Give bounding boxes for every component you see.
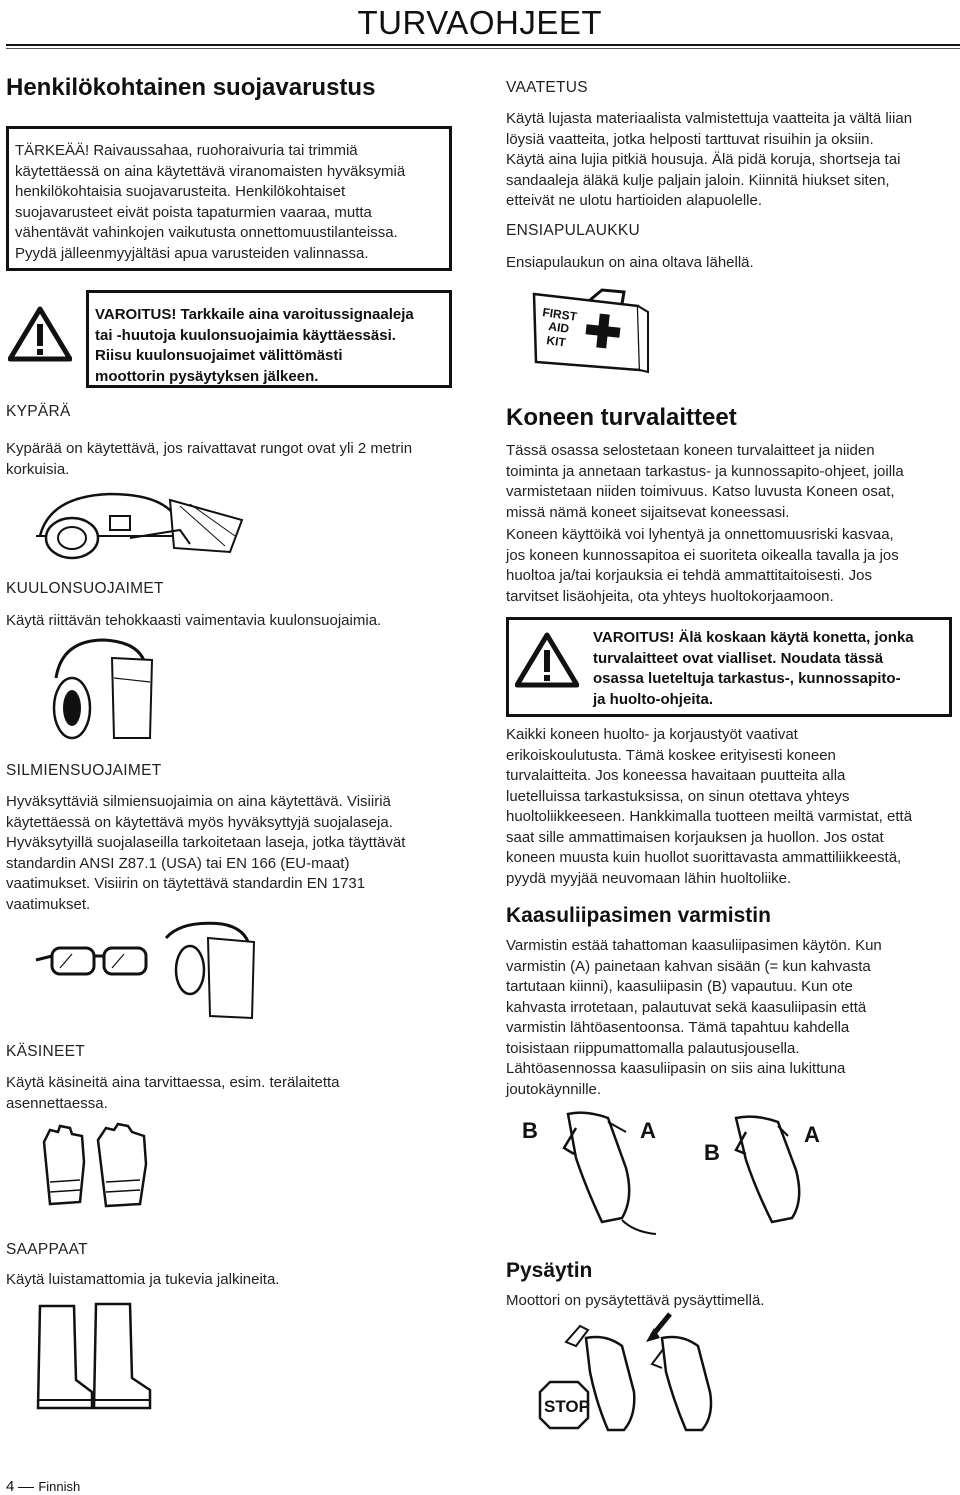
warning-line: tai -huutoja kuulonsuojaimia käyttäessäsi. <box>95 326 396 344</box>
text-line: Käytä riittävän tehokkaasti vaimentavia kuulonsuojaimia. <box>6 612 382 629</box>
warning-line: moottorin pysäytyksen jälkeen. <box>95 367 319 385</box>
warning-line: turvalaitteet ovat vialliset. Noudata tässä <box>593 649 884 667</box>
text-line: tartutaan kiinni), kaasuliipasin (B) vapautuu. Kun ote <box>506 978 853 995</box>
safety-devices-text-2 <box>506 525 899 607</box>
text-line: varmistin lähtöasentoonsa. Tämä tapahtuu kahdella <box>506 1019 850 1036</box>
important-line: henkilökohtaisia suojavarusteita. Henkilökohtaiset <box>15 183 346 200</box>
text-line: käytettäessä on käytettävä myös hyväksyttyjä suojalaseja. <box>6 813 393 831</box>
text-line: koneen muusta kuin huollot suorittavasta ammattiliikkeestä, <box>506 849 902 866</box>
text-line: vaatimukset. <box>6 895 91 913</box>
text-line: vaatimukset. Visiirin on täytettävä standardin EN 1731 <box>6 875 366 892</box>
text-line: jos koneen kunnossapitoa ei suoriteta oikealla tavalla ja jos <box>506 546 899 564</box>
subsection-title-gloves: KÄSINEET <box>6 1043 86 1060</box>
text-line: Käytä aina lujia pitkiä housuja. Älä pidä koruja, shortseja tai <box>506 151 901 168</box>
kit-label-first: FIRST <box>541 305 578 324</box>
text-line: Käytä käsineitä aina tarvittaessa, esim. terälaitetta <box>6 1074 340 1091</box>
warning-box-hearing <box>86 290 452 388</box>
text-line: Käytä luistamattomia ja tukevia jalkineita. <box>6 1271 280 1288</box>
warning-line: VAROITUS! Älä koskaan käytä konetta, jonka <box>593 629 914 646</box>
figure-label-a: A <box>640 1118 656 1143</box>
text-line: toiminta ja annetaan tarkastus- ja kunnossapito-ohjeet, joilla <box>506 462 904 480</box>
hearing-protector-illustration <box>42 638 162 748</box>
text-line: luetelluissa tarkastuksissa, on sinun otettava yhteys <box>506 787 850 805</box>
page-footer <box>6 1478 80 1495</box>
footer-language: Finnish <box>38 1479 81 1494</box>
kit-label-aid: AID <box>547 319 571 336</box>
text-line: etteivät ne ulotu hartioiden alapuolelle. <box>506 192 763 209</box>
text-line: varmistin (A) painetaan kahvan sisään (= kun kahvasta <box>506 957 871 975</box>
text-line: huoltoliikkeeseen. Hankkimalla tuotteen meiltä varmistat, että <box>506 808 913 825</box>
text-line: Ensiapulaukun on aina oltava lähellä. <box>506 254 754 271</box>
figure-label-b: B <box>522 1118 538 1143</box>
text-line: sandaaleja äläkä kulje paljain jaloin. Kiinnitä hiukset siten, <box>506 171 890 189</box>
text-line: korkuisia. <box>6 460 70 478</box>
text-line: pyydä myyjää neuvomaan lähin huoltoliike. <box>506 869 792 887</box>
text-line: erikoiskoulutusta. Tämä koskee erityisesti koneen <box>506 746 836 764</box>
boots-illustration <box>30 1300 160 1415</box>
warning-line: Riisu kuulonsuojaimet välittömästi <box>95 347 343 364</box>
text-line: Kaikki koneen huolto- ja korjaustyöt vaativat <box>506 726 798 743</box>
text-line: Hyväksytyillä suojalaseilla tarkoitetaan laseja, jotka täyttävät <box>6 834 406 851</box>
text-line: Käytä lujasta materiaalista valmistettuja vaatteita ja vältä liian <box>506 110 913 127</box>
section-heading-stop-switch: Pysäytin <box>506 1259 593 1282</box>
stop-switch-text <box>506 1291 764 1312</box>
text-line: Kypärää on käytettävä, jos raivattavat rungot ovat yli 2 metrin <box>6 440 413 457</box>
page-number: 4 <box>6 1478 15 1495</box>
text-line: Tässä osassa selostetaan koneen turvalaitteet ja niiden <box>506 442 875 459</box>
warning-triangle-icon <box>515 632 579 688</box>
page-header-title: TURVAOHJEET <box>357 4 602 41</box>
important-line: Pyydä jälleenmyyjältäsi apua varusteiden valinnassa. <box>15 244 369 262</box>
gloves-illustration <box>36 1122 156 1217</box>
text-line: varmistetaan niiden toimivuus. Katso luvusta Koneen osat, <box>506 483 895 500</box>
important-line: vähentävät vahinkojen vaikutusta onnettomuustilanteissa. <box>15 224 398 241</box>
header-rule <box>6 44 960 46</box>
boots-text <box>6 1270 279 1291</box>
warning-box-safety-devices <box>506 617 952 717</box>
subsection-title-hearing: KUULONSUOJAIMET <box>6 580 164 597</box>
clothing-text <box>506 109 912 212</box>
subsection-title-clothing: VAATETUS <box>506 79 588 96</box>
important-notice-box <box>6 126 452 271</box>
helmet-text <box>6 439 412 480</box>
text-line: tarvitset lisäohjeita, ota yhteys huoltokorjaamoon. <box>506 587 834 605</box>
throttle-lockout-text <box>506 936 882 1100</box>
text-line: joutokäynnille. <box>506 1080 602 1098</box>
subsection-title-eye: SILMIENSUOJAIMET <box>6 762 162 779</box>
first-aid-text <box>506 253 754 274</box>
section-heading-safety-devices: Koneen turvalaitteet <box>506 404 737 431</box>
warning-line: ja huolto-ohjeita. <box>593 690 713 708</box>
text-line: asennettaessa. <box>6 1094 108 1112</box>
throttle-lockout-illustration <box>516 1108 836 1238</box>
text-line: Hyväksyttäviä silmiensuojaimia on aina käytettävä. Visiiriä <box>6 793 391 810</box>
text-line: saat sille ammattimaisen korjauksen ja huollon. Jos ostat <box>506 828 884 846</box>
text-line: kahvasta irrotetaan, palautuvat sekä kaasuliipasin että <box>506 998 867 1016</box>
text-line: Koneen käyttöikä voi lyhentyä ja onnettomuusriski kasvaa, <box>506 526 894 543</box>
important-line: käytettäessä on aina käytettävä viranomaisten hyväksymiä <box>15 162 406 180</box>
important-line: suojavarusteet eivät poista tapaturmien vaaraa, mutta <box>15 203 372 221</box>
text-line: Varmistin estää tahattoman kaasuliipasimen käytön. Kun <box>506 937 882 954</box>
text-line: Lähtöasennossa kaasuliipasin on siis aina lukittuna <box>506 1060 846 1077</box>
warning-line: osassa lueteltuja tarkastus-, kunnossapito- <box>593 670 901 687</box>
helmet-illustration <box>30 486 250 566</box>
warning-line: VAROITUS! Tarkkaile aina varoitussignaaleja <box>95 306 414 323</box>
text-line: huoltoa ja/tai korjauksia ei tehdä ammattitaitoisesti. Jos <box>506 567 873 584</box>
text-line: toisistaan riippumattomalla palautusjousella. <box>506 1039 800 1057</box>
subsection-title-helmet: KYPÄRÄ <box>6 403 71 420</box>
stop-switch-illustration <box>526 1312 796 1442</box>
first-aid-kit-illustration <box>526 284 656 379</box>
section-heading-throttle-lockout: Kaasuliipasimen varmistin <box>506 904 771 927</box>
stop-sign-label: STOP <box>544 1397 590 1416</box>
text-line: turvalaitteita. Jos koneessa havaitaan puutteita alla <box>506 767 846 784</box>
gloves-text <box>6 1073 340 1114</box>
section-heading-personal-protection: Henkilökohtainen suojavarustus <box>6 74 376 101</box>
text-line: Moottori on pysäytettävä pysäyttimellä. <box>506 1292 765 1309</box>
subsection-title-boots: SAAPPAAT <box>6 1241 88 1258</box>
eye-protection-illustration <box>32 918 262 1028</box>
safety-devices-text-1 <box>506 441 904 523</box>
kit-label-kit: KIT <box>545 333 567 350</box>
safety-devices-text-3 <box>506 725 912 889</box>
hearing-text <box>6 611 381 632</box>
important-line: TÄRKEÄÄ! Raivaussahaa, ruohoraivuria tai trimmiä <box>15 142 358 159</box>
figure-label-b: B <box>704 1140 720 1165</box>
subsection-title-first-aid: ENSIAPULAUKKU <box>506 222 640 239</box>
eye-text <box>6 792 405 915</box>
figure-label-a: A <box>804 1122 820 1147</box>
text-line: standardin ANSI Z87.1 (USA) tai EN 166 (EU-maat) <box>6 854 350 872</box>
header-rule-thin <box>6 48 960 49</box>
warning-triangle-icon <box>8 306 72 362</box>
text-line: löysiä vaatteita, jotka helposti tarttuvat risuihin ja oksiin. <box>506 130 874 148</box>
footer-dash <box>18 1487 34 1488</box>
text-line: missä nämä koneet sijaitsevat koneessasi. <box>506 503 790 521</box>
